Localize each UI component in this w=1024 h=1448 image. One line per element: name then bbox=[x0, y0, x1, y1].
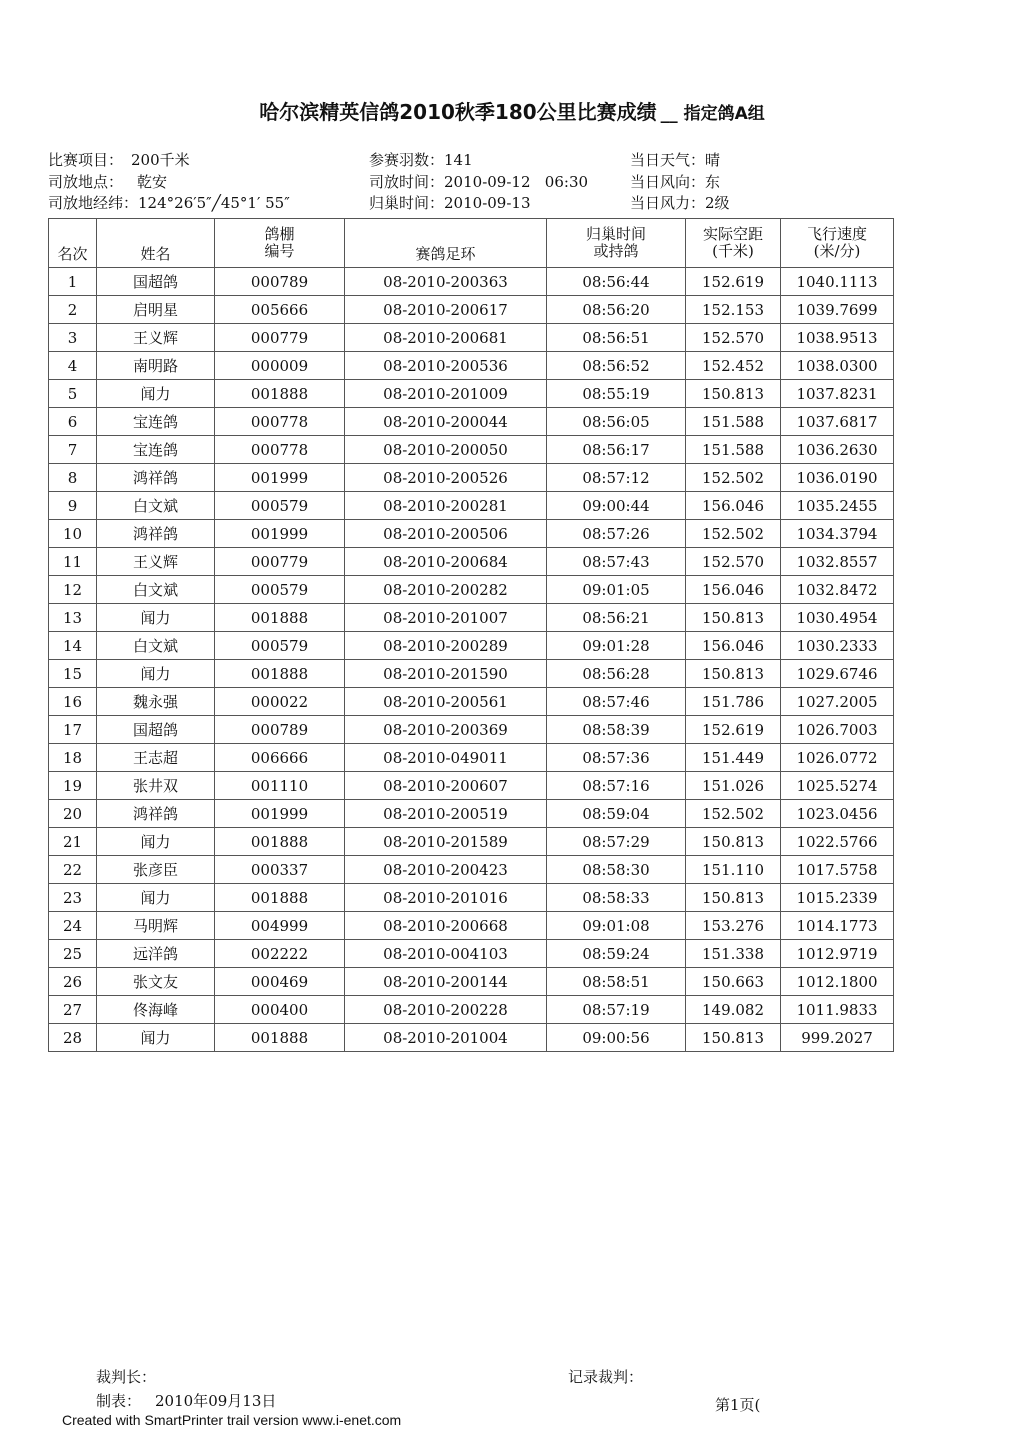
cell-speed: 1017.5758 bbox=[781, 856, 894, 884]
table-row bbox=[49, 800, 894, 828]
cell-time: 08:56:28 bbox=[547, 660, 686, 688]
cell-loft: 000009 bbox=[215, 352, 345, 380]
meta-coords-label: 司放地经纬： bbox=[48, 194, 139, 212]
cell-time: 08:55:19 bbox=[547, 380, 686, 408]
meta-release-place bbox=[48, 171, 167, 192]
cell-speed: 1023.0456 bbox=[781, 800, 894, 828]
cell-distance: 152.452 bbox=[686, 352, 781, 380]
cell-speed: 1012.1800 bbox=[781, 968, 894, 996]
cell-distance: 150.813 bbox=[686, 660, 781, 688]
cell-rank: 1 bbox=[49, 268, 97, 296]
cell-distance: 156.046 bbox=[686, 632, 781, 660]
table-row bbox=[49, 408, 894, 436]
cell-loft: 006666 bbox=[215, 744, 345, 772]
table-row bbox=[49, 464, 894, 492]
cell-time: 08:56:05 bbox=[547, 408, 686, 436]
cell-name: 远洋鸽 bbox=[97, 940, 215, 968]
cell-loft: 000579 bbox=[215, 492, 345, 520]
cell-time: 09:01:05 bbox=[547, 576, 686, 604]
cell-rank: 5 bbox=[49, 380, 97, 408]
cell-time: 08:57:29 bbox=[547, 828, 686, 856]
cell-name: 白文斌 bbox=[97, 492, 215, 520]
cell-rank: 12 bbox=[49, 576, 97, 604]
cell-distance: 150.813 bbox=[686, 1024, 781, 1052]
meta-wind-dir-value: 东 bbox=[705, 173, 721, 191]
cell-name: 张彦臣 bbox=[97, 856, 215, 884]
chief-referee: 裁判长： bbox=[96, 1368, 157, 1386]
cell-loft: 005666 bbox=[215, 296, 345, 324]
cell-speed: 1011.9833 bbox=[781, 996, 894, 1024]
table-row bbox=[49, 744, 894, 772]
cell-name: 鸿祥鸽 bbox=[97, 800, 215, 828]
table-row bbox=[49, 996, 894, 1024]
table-row bbox=[49, 492, 894, 520]
cell-time: 08:56:17 bbox=[547, 436, 686, 464]
cell-distance: 151.588 bbox=[686, 408, 781, 436]
cell-name: 闻力 bbox=[97, 1024, 215, 1052]
cell-distance: 152.570 bbox=[686, 548, 781, 576]
cell-distance: 150.813 bbox=[686, 604, 781, 632]
cell-rank: 28 bbox=[49, 1024, 97, 1052]
cell-speed: 1026.7003 bbox=[781, 716, 894, 744]
cell-distance: 151.786 bbox=[686, 688, 781, 716]
cell-speed: 1040.1113 bbox=[781, 268, 894, 296]
header-loft-line1: 鸽棚 bbox=[264, 225, 295, 243]
header-ring: 赛鸽足环 bbox=[345, 219, 547, 268]
cell-ring: 08-2010-201004 bbox=[345, 1024, 547, 1052]
cell-speed: 1032.8472 bbox=[781, 576, 894, 604]
table-row bbox=[49, 1024, 894, 1052]
cell-speed: 1036.2630 bbox=[781, 436, 894, 464]
cell-distance: 152.502 bbox=[686, 464, 781, 492]
cell-distance: 151.026 bbox=[686, 772, 781, 800]
meta-return-time-value: 2010-09-13 bbox=[444, 194, 531, 212]
cell-distance: 152.619 bbox=[686, 716, 781, 744]
cell-time: 08:57:26 bbox=[547, 520, 686, 548]
cell-time: 08:56:52 bbox=[547, 352, 686, 380]
page-number: 第1页( bbox=[715, 1396, 761, 1414]
cell-rank: 15 bbox=[49, 660, 97, 688]
cell-time: 08:57:16 bbox=[547, 772, 686, 800]
cell-loft: 002222 bbox=[215, 940, 345, 968]
cell-name: 闻力 bbox=[97, 380, 215, 408]
meta-event-value: 200千米 bbox=[131, 151, 190, 169]
cell-name: 启明星 bbox=[97, 296, 215, 324]
cell-ring: 08-2010-201589 bbox=[345, 828, 547, 856]
cell-name: 马明辉 bbox=[97, 912, 215, 940]
cell-ring: 08-2010-200363 bbox=[345, 268, 547, 296]
cell-speed: 1029.6746 bbox=[781, 660, 894, 688]
table-row bbox=[49, 688, 894, 716]
cell-rank: 18 bbox=[49, 744, 97, 772]
cell-loft: 001888 bbox=[215, 1024, 345, 1052]
cell-rank: 6 bbox=[49, 408, 97, 436]
cell-speed: 1012.9719 bbox=[781, 940, 894, 968]
cell-time: 08:58:30 bbox=[547, 856, 686, 884]
meta-weather-label: 当日天气： bbox=[630, 151, 706, 169]
cell-loft: 001888 bbox=[215, 604, 345, 632]
cell-speed: 1038.9513 bbox=[781, 324, 894, 352]
cell-ring: 08-2010-200423 bbox=[345, 856, 547, 884]
cell-rank: 27 bbox=[49, 996, 97, 1024]
meta-count bbox=[369, 149, 473, 170]
cell-time: 09:01:28 bbox=[547, 632, 686, 660]
prepared-date: 2010年09月13日 bbox=[155, 1392, 277, 1410]
meta-wind-dir-label: 当日风向： bbox=[630, 173, 706, 191]
meta-coords-value: 124°26′5″╱45°1′ 55″ bbox=[138, 194, 290, 212]
cell-name: 白文斌 bbox=[97, 632, 215, 660]
cell-speed: 1034.3794 bbox=[781, 520, 894, 548]
cell-distance: 150.813 bbox=[686, 828, 781, 856]
meta-release-time-label: 司放时间： bbox=[369, 173, 445, 191]
watermark: Created with SmartPrinter trail version www.i-enet.com bbox=[62, 1412, 402, 1428]
cell-speed: 1030.2333 bbox=[781, 632, 894, 660]
cell-rank: 21 bbox=[49, 828, 97, 856]
table-row bbox=[49, 324, 894, 352]
cell-time: 08:59:04 bbox=[547, 800, 686, 828]
cell-speed: 1035.2455 bbox=[781, 492, 894, 520]
header-time bbox=[547, 219, 686, 268]
table-row bbox=[49, 940, 894, 968]
cell-ring: 08-2010-200668 bbox=[345, 912, 547, 940]
cell-ring: 08-2010-200282 bbox=[345, 576, 547, 604]
cell-name: 鸿祥鸽 bbox=[97, 464, 215, 492]
cell-speed: 1025.5274 bbox=[781, 772, 894, 800]
results-body bbox=[49, 268, 894, 1052]
table-row bbox=[49, 968, 894, 996]
table-header-row bbox=[49, 219, 894, 268]
cell-distance: 151.588 bbox=[686, 436, 781, 464]
header-time-line1: 归巢时间 bbox=[585, 225, 646, 243]
cell-time: 08:57:36 bbox=[547, 744, 686, 772]
cell-ring: 08-2010-201009 bbox=[345, 380, 547, 408]
cell-rank: 26 bbox=[49, 968, 97, 996]
cell-ring: 08-2010-201007 bbox=[345, 604, 547, 632]
cell-ring: 08-2010-200369 bbox=[345, 716, 547, 744]
cell-distance: 150.663 bbox=[686, 968, 781, 996]
table-row bbox=[49, 576, 894, 604]
cell-ring: 08-2010-200281 bbox=[345, 492, 547, 520]
cell-loft: 000789 bbox=[215, 268, 345, 296]
cell-name: 南明路 bbox=[97, 352, 215, 380]
cell-distance: 152.502 bbox=[686, 520, 781, 548]
cell-ring: 08-2010-200536 bbox=[345, 352, 547, 380]
cell-time: 08:57:43 bbox=[547, 548, 686, 576]
cell-rank: 9 bbox=[49, 492, 97, 520]
meta-return-time bbox=[369, 192, 531, 213]
cell-ring: 08-2010-200561 bbox=[345, 688, 547, 716]
meta-release-place-label: 司放地点： bbox=[48, 173, 124, 191]
cell-speed: 1037.8231 bbox=[781, 380, 894, 408]
cell-rank: 8 bbox=[49, 464, 97, 492]
cell-rank: 20 bbox=[49, 800, 97, 828]
cell-name: 王义辉 bbox=[97, 324, 215, 352]
cell-name: 宝连鸽 bbox=[97, 408, 215, 436]
cell-name: 佟海峰 bbox=[97, 996, 215, 1024]
cell-time: 08:58:33 bbox=[547, 884, 686, 912]
cell-time: 08:56:20 bbox=[547, 296, 686, 324]
recording-referee: 记录裁判： bbox=[568, 1368, 644, 1386]
meta-wind-force-value: 2级 bbox=[705, 194, 730, 212]
table-row bbox=[49, 772, 894, 800]
cell-speed: 1039.7699 bbox=[781, 296, 894, 324]
cell-distance: 151.110 bbox=[686, 856, 781, 884]
cell-speed: 1014.1773 bbox=[781, 912, 894, 940]
cell-name: 王志超 bbox=[97, 744, 215, 772]
meta-wind-force bbox=[630, 192, 730, 213]
cell-name: 宝连鸽 bbox=[97, 436, 215, 464]
cell-time: 08:58:39 bbox=[547, 716, 686, 744]
cell-distance: 152.619 bbox=[686, 268, 781, 296]
cell-loft: 000579 bbox=[215, 576, 345, 604]
cell-rank: 16 bbox=[49, 688, 97, 716]
cell-loft: 001888 bbox=[215, 828, 345, 856]
meta-weather bbox=[630, 149, 720, 170]
meta-wind-force-label: 当日风力： bbox=[630, 194, 706, 212]
cell-ring: 08-2010-004103 bbox=[345, 940, 547, 968]
cell-name: 国超鸽 bbox=[97, 268, 215, 296]
cell-speed: 999.2027 bbox=[781, 1024, 894, 1052]
cell-name: 张井双 bbox=[97, 772, 215, 800]
cell-loft: 001888 bbox=[215, 884, 345, 912]
meta-event bbox=[48, 149, 190, 170]
cell-time: 08:56:44 bbox=[547, 268, 686, 296]
header-speed bbox=[781, 219, 894, 268]
cell-loft: 000337 bbox=[215, 856, 345, 884]
cell-loft: 000778 bbox=[215, 408, 345, 436]
table-row bbox=[49, 296, 894, 324]
cell-speed: 1026.0772 bbox=[781, 744, 894, 772]
cell-name: 闻力 bbox=[97, 884, 215, 912]
cell-speed: 1032.8557 bbox=[781, 548, 894, 576]
cell-time: 08:56:21 bbox=[547, 604, 686, 632]
prepared-label: 制表： bbox=[96, 1392, 142, 1410]
cell-ring: 08-2010-200681 bbox=[345, 324, 547, 352]
header-speed-line1: 飞行速度 bbox=[806, 225, 867, 243]
cell-loft: 000579 bbox=[215, 632, 345, 660]
cell-rank: 25 bbox=[49, 940, 97, 968]
cell-name: 白文斌 bbox=[97, 576, 215, 604]
table-row bbox=[49, 380, 894, 408]
table-row bbox=[49, 660, 894, 688]
cell-rank: 3 bbox=[49, 324, 97, 352]
document-title bbox=[0, 96, 1024, 125]
cell-time: 08:57:19 bbox=[547, 996, 686, 1024]
cell-time: 08:58:51 bbox=[547, 968, 686, 996]
header-rank: 名次 bbox=[49, 219, 97, 268]
table-row bbox=[49, 268, 894, 296]
cell-name: 闻力 bbox=[97, 660, 215, 688]
table-row bbox=[49, 436, 894, 464]
table-row bbox=[49, 632, 894, 660]
meta-weather-value: 晴 bbox=[705, 151, 721, 169]
cell-ring: 08-2010-200519 bbox=[345, 800, 547, 828]
cell-rank: 10 bbox=[49, 520, 97, 548]
header-distance bbox=[686, 219, 781, 268]
cell-loft: 004999 bbox=[215, 912, 345, 940]
cell-speed: 1022.5766 bbox=[781, 828, 894, 856]
cell-ring: 08-2010-200050 bbox=[345, 436, 547, 464]
cell-rank: 13 bbox=[49, 604, 97, 632]
meta-release-time bbox=[369, 171, 588, 192]
meta-release-time-value: 2010-09-12 06:30 bbox=[444, 173, 589, 191]
cell-name: 国超鸽 bbox=[97, 716, 215, 744]
cell-rank: 23 bbox=[49, 884, 97, 912]
cell-rank: 22 bbox=[49, 856, 97, 884]
cell-loft: 001888 bbox=[215, 660, 345, 688]
cell-ring: 08-2010-200144 bbox=[345, 968, 547, 996]
cell-speed: 1027.2005 bbox=[781, 688, 894, 716]
cell-ring: 08-2010-200617 bbox=[345, 296, 547, 324]
cell-speed: 1015.2339 bbox=[781, 884, 894, 912]
cell-distance: 150.813 bbox=[686, 380, 781, 408]
cell-ring: 08-2010-200526 bbox=[345, 464, 547, 492]
cell-name: 王义辉 bbox=[97, 548, 215, 576]
cell-name: 鸿祥鸽 bbox=[97, 520, 215, 548]
cell-distance: 156.046 bbox=[686, 576, 781, 604]
cell-name: 张文友 bbox=[97, 968, 215, 996]
table-row bbox=[49, 912, 894, 940]
cell-rank: 4 bbox=[49, 352, 97, 380]
cell-loft: 001999 bbox=[215, 800, 345, 828]
cell-time: 09:00:44 bbox=[547, 492, 686, 520]
cell-speed: 1038.0300 bbox=[781, 352, 894, 380]
cell-rank: 14 bbox=[49, 632, 97, 660]
cell-speed: 1036.0190 bbox=[781, 464, 894, 492]
table-row bbox=[49, 548, 894, 576]
cell-ring: 08-2010-200684 bbox=[345, 548, 547, 576]
cell-time: 09:01:08 bbox=[547, 912, 686, 940]
cell-ring: 08-2010-200228 bbox=[345, 996, 547, 1024]
results-table bbox=[48, 218, 894, 1052]
cell-time: 08:59:24 bbox=[547, 940, 686, 968]
cell-name: 魏永强 bbox=[97, 688, 215, 716]
cell-loft: 001999 bbox=[215, 464, 345, 492]
cell-ring: 08-2010-200289 bbox=[345, 632, 547, 660]
cell-rank: 24 bbox=[49, 912, 97, 940]
title-sub: __ 指定鸽A组 bbox=[660, 104, 765, 124]
header-speed-line2: (米/分) bbox=[813, 242, 861, 260]
meta-coords bbox=[48, 192, 290, 213]
cell-loft: 000779 bbox=[215, 548, 345, 576]
cell-loft: 000469 bbox=[215, 968, 345, 996]
table-row bbox=[49, 856, 894, 884]
table-row bbox=[49, 884, 894, 912]
cell-ring: 08-2010-049011 bbox=[345, 744, 547, 772]
cell-distance: 153.276 bbox=[686, 912, 781, 940]
cell-loft: 000789 bbox=[215, 716, 345, 744]
cell-speed: 1037.6817 bbox=[781, 408, 894, 436]
cell-distance: 149.082 bbox=[686, 996, 781, 1024]
cell-time: 08:57:46 bbox=[547, 688, 686, 716]
cell-time: 08:56:51 bbox=[547, 324, 686, 352]
cell-loft: 001110 bbox=[215, 772, 345, 800]
header-loft bbox=[215, 219, 345, 268]
cell-ring: 08-2010-200506 bbox=[345, 520, 547, 548]
table-row bbox=[49, 716, 894, 744]
header-loft-line2: 编号 bbox=[264, 242, 295, 260]
cell-speed: 1030.4954 bbox=[781, 604, 894, 632]
cell-distance: 152.153 bbox=[686, 296, 781, 324]
cell-rank: 2 bbox=[49, 296, 97, 324]
header-name: 姓名 bbox=[97, 219, 215, 268]
cell-distance: 156.046 bbox=[686, 492, 781, 520]
title-main: 哈尔滨精英信鸽2010秋季180公里比赛成绩 bbox=[259, 100, 657, 124]
cell-ring: 08-2010-201016 bbox=[345, 884, 547, 912]
cell-time: 09:00:56 bbox=[547, 1024, 686, 1052]
cell-ring: 08-2010-200044 bbox=[345, 408, 547, 436]
meta-count-label: 参赛羽数： bbox=[369, 151, 445, 169]
table-row bbox=[49, 604, 894, 632]
cell-loft: 001888 bbox=[215, 380, 345, 408]
cell-rank: 17 bbox=[49, 716, 97, 744]
cell-distance: 151.449 bbox=[686, 744, 781, 772]
cell-distance: 152.502 bbox=[686, 800, 781, 828]
header-distance-line2: (千米) bbox=[712, 242, 754, 260]
meta-return-time-label: 归巢时间： bbox=[369, 194, 445, 212]
cell-name: 闻力 bbox=[97, 604, 215, 632]
cell-time: 08:57:12 bbox=[547, 464, 686, 492]
meta-release-place-value: 乾安 bbox=[137, 173, 168, 191]
table-row bbox=[49, 352, 894, 380]
cell-rank: 11 bbox=[49, 548, 97, 576]
header-distance-line1: 实际空距 bbox=[702, 225, 763, 243]
cell-ring: 08-2010-200607 bbox=[345, 772, 547, 800]
table-row bbox=[49, 828, 894, 856]
cell-distance: 151.338 bbox=[686, 940, 781, 968]
header-time-line2: 或持鸽 bbox=[593, 242, 639, 260]
cell-rank: 7 bbox=[49, 436, 97, 464]
cell-ring: 08-2010-201590 bbox=[345, 660, 547, 688]
cell-loft: 000779 bbox=[215, 324, 345, 352]
meta-count-value: 141 bbox=[444, 151, 473, 169]
cell-loft: 001999 bbox=[215, 520, 345, 548]
cell-name: 闻力 bbox=[97, 828, 215, 856]
cell-distance: 152.570 bbox=[686, 324, 781, 352]
cell-rank: 19 bbox=[49, 772, 97, 800]
meta-event-label: 比赛项目： bbox=[48, 151, 124, 169]
cell-loft: 000778 bbox=[215, 436, 345, 464]
prepared-line bbox=[96, 1390, 276, 1411]
cell-distance: 150.813 bbox=[686, 884, 781, 912]
meta-wind-dir bbox=[630, 171, 720, 192]
cell-loft: 000400 bbox=[215, 996, 345, 1024]
table-row bbox=[49, 520, 894, 548]
cell-loft: 000022 bbox=[215, 688, 345, 716]
